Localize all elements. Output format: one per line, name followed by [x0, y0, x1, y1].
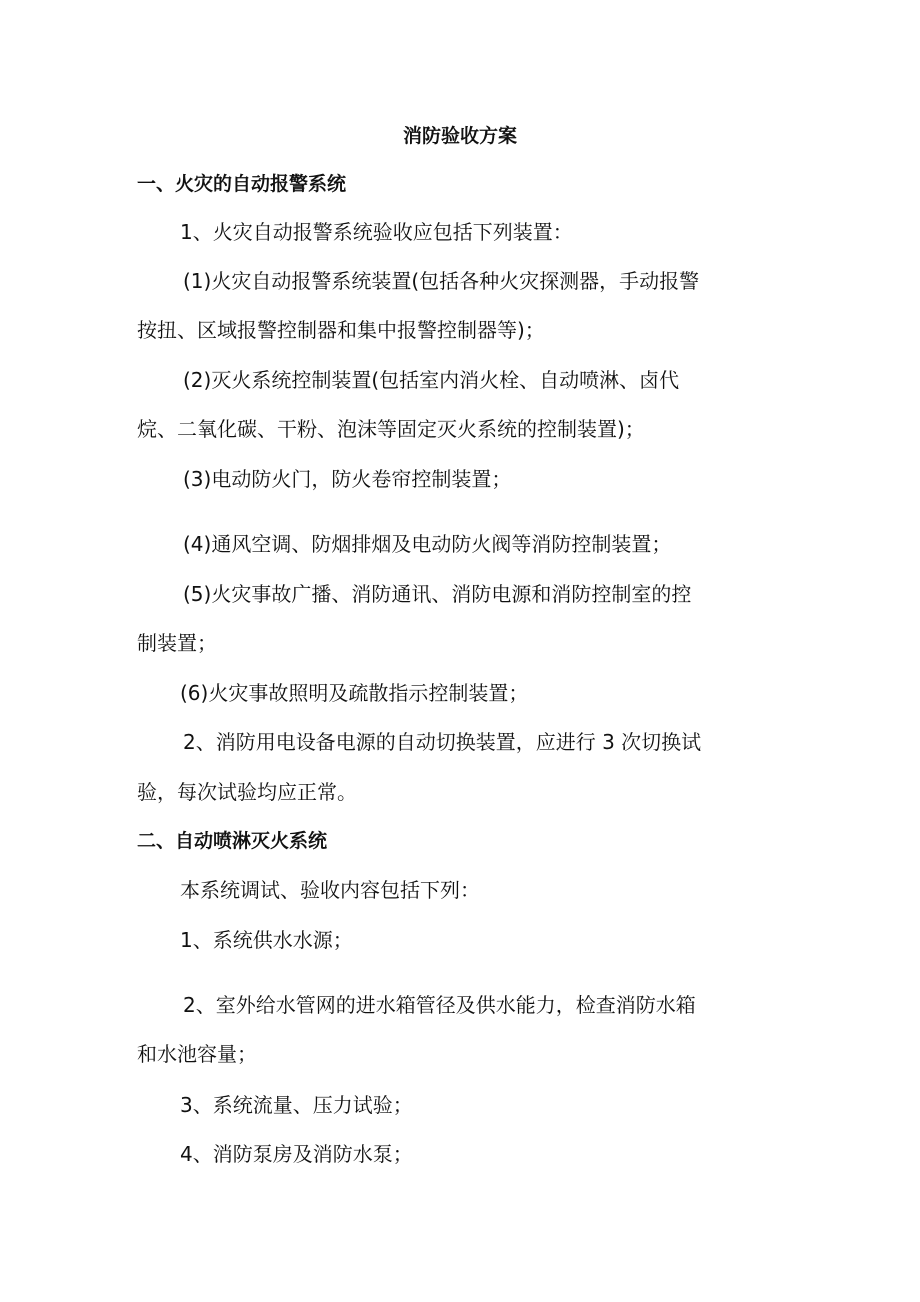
section1-sub5-line2: 制装置；	[137, 631, 217, 655]
section1-sub2-line2: 烷、二氧化碳、干粉、泡沫等固定灭火系统的控制装置)；	[137, 417, 645, 441]
section1-sub5-line1: (5)火灾事故广播、消防通讯、消防电源和消防控制室的控	[183, 582, 692, 606]
section1-sub6: (6)火灾事故照明及疏散指示控制装置；	[180, 681, 529, 705]
section1-item2-line1: 2、消防用电设备电源的自动切换装置，应进行 3 次切换试	[183, 730, 702, 754]
section1-item2-line2: 验，每次试验均应正常。	[137, 780, 357, 804]
document-title: 消防验收方案	[402, 125, 517, 147]
section1-sub1-line1: (1)火灾自动报警系统装置(包括各种火灾探测器，手动报警	[183, 269, 700, 293]
section2-item2-line2: 和水池容量；	[137, 1042, 257, 1066]
section2-heading: 二、自动喷淋灭火系统	[137, 830, 328, 852]
section1-sub3: (3)电动防火门，防火卷帘控制装置；	[183, 467, 512, 491]
section2-item1: 1、系统供水水源；	[180, 928, 353, 952]
section2-item2-line1: 2、室外给水管网的进水箱管径及供水能力，检查消防水箱	[183, 993, 696, 1017]
section1-sub4: (4)通风空调、防烟排烟及电动防火阀等消防控制装置；	[183, 532, 672, 556]
section1-sub2-line1: (2)灭火系统控制装置(包括室内消火栓、自动喷淋、卤代	[183, 368, 680, 392]
section2-item3: 3、系统流量、压力试验；	[180, 1093, 413, 1117]
section1-sub1-line2: 按扭、区域报警控制器和集中报警控制器等)；	[137, 318, 545, 342]
section1-heading: 一、火灾的自动报警系统	[137, 173, 347, 195]
section2-item4: 4、消防泵房及消防水泵；	[180, 1142, 413, 1166]
section1-item1: 1、火灾自动报警系统验收应包括下列装置：	[180, 220, 573, 244]
section2-intro: 本系统调试、验收内容包括下列：	[180, 878, 480, 902]
